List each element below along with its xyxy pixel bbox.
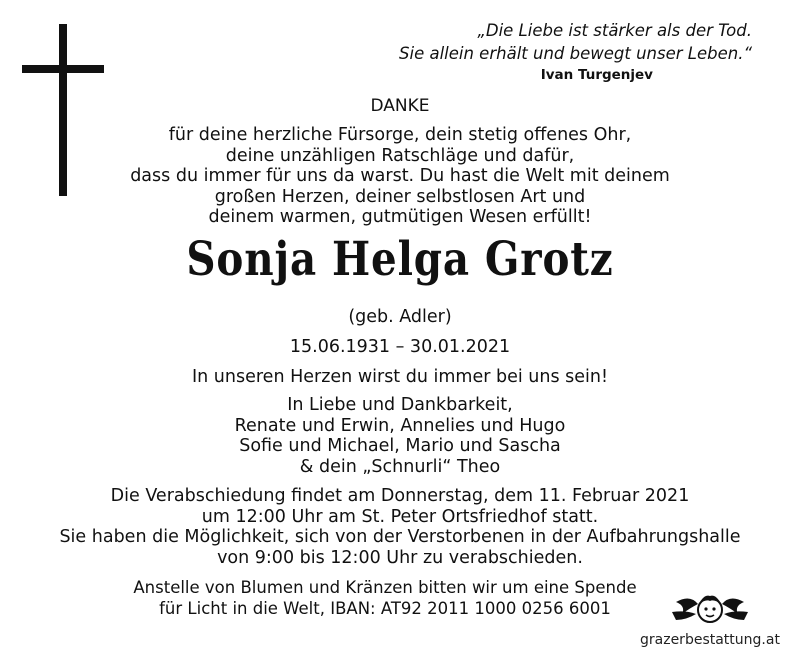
- quote-line: „Die Liebe ist stärker als der Tod.: [477, 21, 752, 40]
- life-dates: 15.06.1931 – 30.01.2021: [289, 337, 511, 357]
- text-line: Renate und Erwin, Annelies und Hugo: [234, 415, 566, 436]
- text-line: für deine herzliche Fürsorge, dein stetig offenes Ohr,: [168, 125, 632, 145]
- text-line: In Liebe und Dankbarkeit,: [287, 395, 513, 415]
- quote-line: Sie allein erhält und bewegt unser Leben.“: [399, 44, 752, 63]
- text-line: Die Verabschiedung findet am Donnerstag, dem 11. Februar 2021: [110, 486, 690, 506]
- ceremony-text: [0, 486, 800, 568]
- quote-author: Ivan Turgenjev: [540, 67, 653, 83]
- donation-text: [0, 578, 770, 619]
- text-line: deine unzähligen Ratschläge und dafür,: [225, 145, 575, 166]
- logo-text: grazerbestattung.at: [640, 632, 780, 648]
- memorial-line: In unseren Herzen wirst du immer bei uns sein!: [191, 367, 608, 387]
- angel-icon: [668, 590, 752, 632]
- text-line: Sofie und Michael, Mario und Sascha: [239, 436, 561, 456]
- cross-icon-bar: [22, 65, 104, 73]
- text-line: großen Herzen, deiner selbstlosen Art und: [214, 186, 586, 207]
- deceased-name: Sonja Helga Grotz: [186, 232, 614, 287]
- text-line: Sie haben die Möglichkeit, sich von der Verstorbenen in der Aufbahrungshalle: [59, 527, 741, 547]
- text-line: von 9:00 bis 12:00 Uhr zu verabschieden.: [217, 547, 583, 568]
- text-line: deinem warmen, gutmütigen Wesen erfüllt!: [208, 207, 592, 227]
- heading: DANKE: [370, 96, 430, 116]
- text-line: & dein „Schnurli“ Theo: [299, 456, 501, 477]
- family-text: [0, 395, 800, 477]
- text-line: dass du immer für uns da warst. Du hast die Welt mit deinem: [130, 166, 670, 186]
- text-line: für Licht in die Welt, IBAN: AT92 2011 1000 0256 6001: [159, 598, 611, 618]
- maiden-name: (geb. Adler): [348, 307, 452, 327]
- text-line: Anstelle von Blumen und Kränzen bitten wir um eine Spende: [133, 578, 637, 597]
- thanks-text: [0, 125, 800, 228]
- text-line: um 12:00 Uhr am St. Peter Ortsfriedhof statt.: [201, 506, 599, 527]
